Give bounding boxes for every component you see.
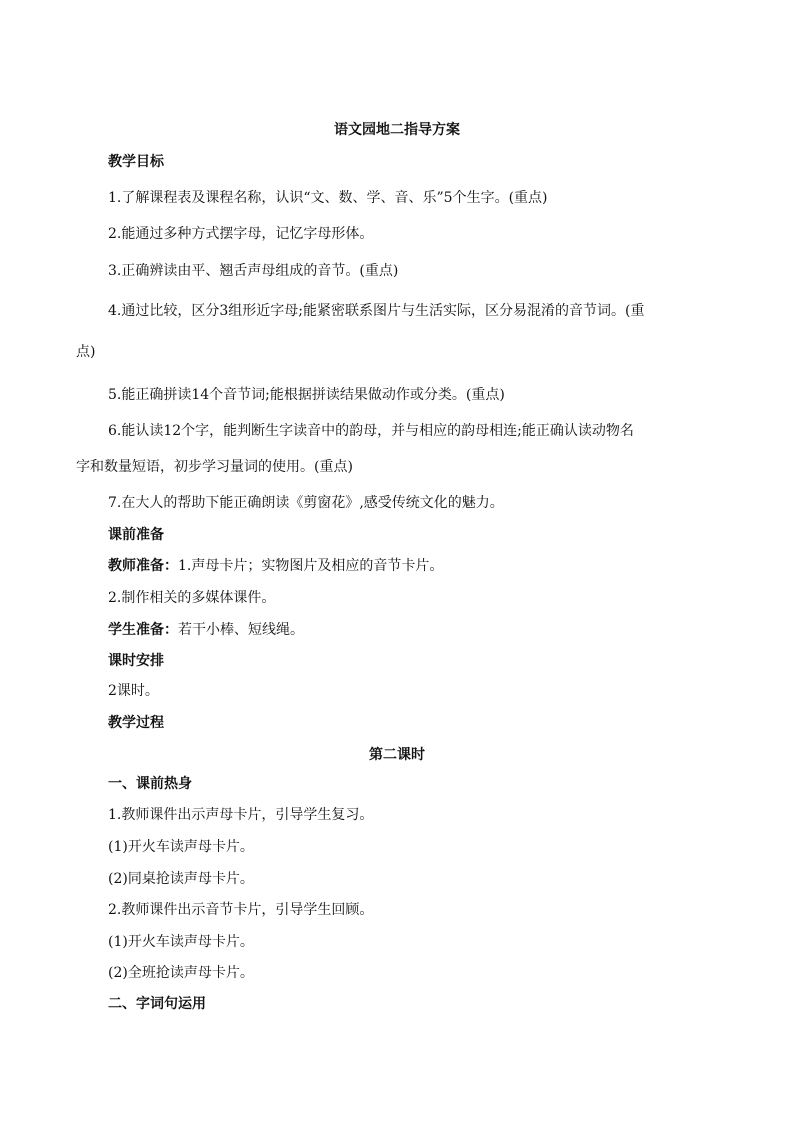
document-title: 语文园地二指导方案	[334, 122, 460, 138]
student-prep-label: 学生准备：	[108, 622, 178, 638]
goal-item-7: 7.在大人的帮助下能正确朗读《剪窗花》,感受传统文化的魅力。	[108, 495, 504, 511]
part1-item-5: (1)开火车读声母卡片。	[108, 934, 254, 950]
goal-item-6-continued: 字和数量短语，初步学习量词的使用。(重点)	[76, 459, 353, 475]
part2-heading: 二、字词句运用	[108, 996, 206, 1012]
goal-item-4: 4.通过比较，区分3组形近字母;能紧密联系图片与生活实际，区分易混淆的音节词。(重	[108, 303, 645, 319]
part1-item-1: 1.教师课件出示声母卡片，引导学生复习。	[108, 807, 374, 823]
part1-item-3: (2)同桌抢读声母卡片。	[108, 871, 254, 887]
goal-item-5: 5.能正确拼读14个音节词;能根据拼读结果做动作或分类。(重点)	[108, 387, 505, 403]
teacher-prep-label: 教师准备：	[108, 558, 178, 574]
student-prep-text: 若干小棒、短线绳。	[178, 622, 304, 638]
teacher-prep-text: 1.声母卡片；实物图片及相应的音节卡片。	[178, 558, 444, 574]
goal-item-4-continued: 点)	[76, 344, 96, 360]
goals-heading: 教学目标	[108, 154, 164, 170]
schedule-text: 2课时。	[108, 683, 159, 699]
prep-heading: 课前准备	[108, 527, 164, 543]
goal-item-3: 3.正确辨读由平、翘舌声母组成的音节。(重点)	[108, 263, 399, 279]
process-heading: 教学过程	[108, 715, 164, 731]
teacher-prep-line-2: 2.制作相关的多媒体课件。	[108, 590, 276, 606]
teacher-prep-line-1	[108, 557, 443, 575]
lesson-title: 第二课时	[369, 747, 425, 763]
part1-item-4: 2.教师课件出示音节卡片，引导学生回顾。	[108, 902, 374, 918]
part1-item-2: (1)开火车读声母卡片。	[108, 839, 254, 855]
student-prep-line	[108, 621, 304, 639]
goal-item-6: 6.能认读12个字，能判断生字读音中的韵母，并与相应的韵母相连;能正确认读动物名	[108, 423, 634, 439]
goal-item-1: 1.了解课程表及课程名称，认识“文、数、学、音、乐”5个生字。(重点)	[108, 190, 548, 206]
part1-heading: 一、课前热身	[108, 776, 192, 792]
part1-item-6: (2)全班抢读声母卡片。	[108, 965, 254, 981]
goal-item-2: 2.能通过多种方式摆字母，记忆字母形体。	[108, 226, 374, 242]
schedule-heading: 课时安排	[108, 653, 164, 669]
